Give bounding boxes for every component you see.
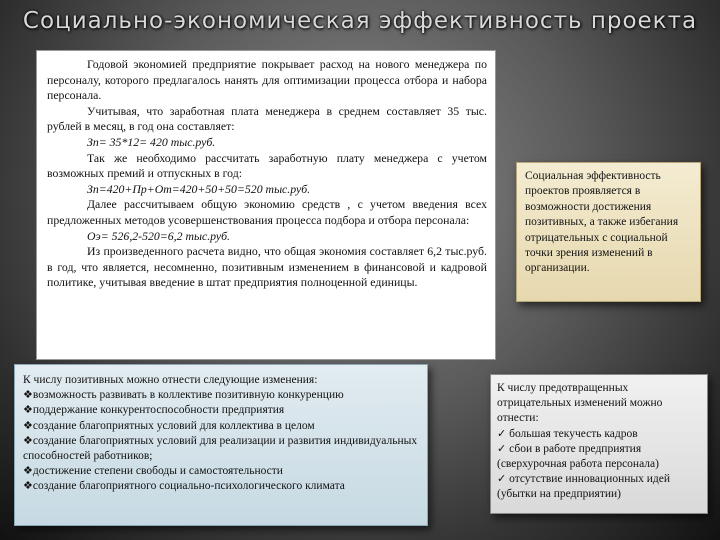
- list-item: ❖создание благоприятных условий для коллектива в целом: [23, 419, 315, 432]
- slide-title: Социально-экономическая эффективность проекта: [22, 8, 698, 34]
- list-item: ✓ отсутствие инновационных идей (убытки на предприятии): [497, 473, 670, 501]
- list-item: ❖достижение степени свободы и самостоятельности: [23, 465, 283, 478]
- paragraph: Так же необходимо рассчитать заработную плату менеджера с учетом возможных премий и отпускных в год:: [47, 150, 487, 181]
- prevented-changes-heading: К числу предотвращенных отрицательных изменений можно отнести:: [497, 382, 663, 425]
- paragraph: Далее рассчитываем общую экономию средств , с учетом введения всех предложенных методов усовершенствования процесса подбора и отбора персонала:: [47, 197, 487, 227]
- formula: Оэ= 526,2-520=6,2 тыс.руб.: [87, 228, 231, 243]
- list-item: ✓ большая текучесть кадров: [497, 427, 638, 440]
- positive-changes-box: [14, 364, 428, 526]
- positive-changes-heading: К числу позитивных можно отнести следующие изменения:: [23, 374, 318, 386]
- diamond-bullet-icon: ❖: [23, 389, 33, 402]
- list-item: ❖создание благоприятного социально-психологического климата: [23, 480, 345, 493]
- diamond-bullet-icon: ❖: [23, 419, 33, 432]
- list-item: ✓ сбои в работе предприятия (сверхурочная работа персонала): [497, 442, 659, 471]
- diamond-bullet-icon: ❖: [23, 480, 33, 493]
- prevented-changes-list: [497, 427, 701, 503]
- list-item: ❖поддержание конкурентоспособности предприятия: [23, 404, 285, 417]
- social-efficiency-box: [516, 162, 701, 302]
- diamond-bullet-icon: ❖: [23, 434, 33, 447]
- paragraph: Учитывая, что заработная плата менеджера в среднем составляет 35 тыс. рублей в месяц, в год она составляет:: [47, 103, 487, 134]
- checkmark-bullet-icon: ✓: [497, 442, 507, 455]
- list-item: ❖создание благоприятных условий для реализации и развития индивидуальных способностей работников;: [23, 434, 418, 463]
- formula: Зп= 35*12= 420 тыс.руб.: [87, 134, 216, 149]
- positive-changes-list: [23, 388, 419, 494]
- formula: Зп=420+Пр+От=420+50+50=520 тыс.руб.: [87, 181, 311, 196]
- list-item: ❖возможность развивать в коллективе позитивную конкуренцию: [23, 389, 344, 402]
- diamond-bullet-icon: ❖: [23, 404, 33, 417]
- prevented-changes-box: [490, 374, 708, 514]
- paragraph: Из произведенного расчета видно, что общая экономия составляет 6,2 тыс.руб. в год, что является, несомненно, позитивным изменением в финансовой и кадровой политике, учитывая введение в штат предприятия полноценной единицы.: [47, 244, 487, 290]
- paragraph: Годовой экономией предприятие покрывает расход на нового менеджера по персоналу, которого предлагалось нанять для оптимизации процесса отбора и набора персонала.: [47, 57, 487, 103]
- diamond-bullet-icon: ❖: [23, 465, 33, 478]
- main-text-box: [36, 50, 496, 360]
- checkmark-bullet-icon: ✓: [497, 427, 507, 440]
- social-efficiency-text: Социальная эффективность проектов проявляется в возможности достижения позитивных, а также избегания отрицательных с социальной точки зрения изменений в организации.: [525, 170, 679, 275]
- checkmark-bullet-icon: ✓: [497, 473, 507, 486]
